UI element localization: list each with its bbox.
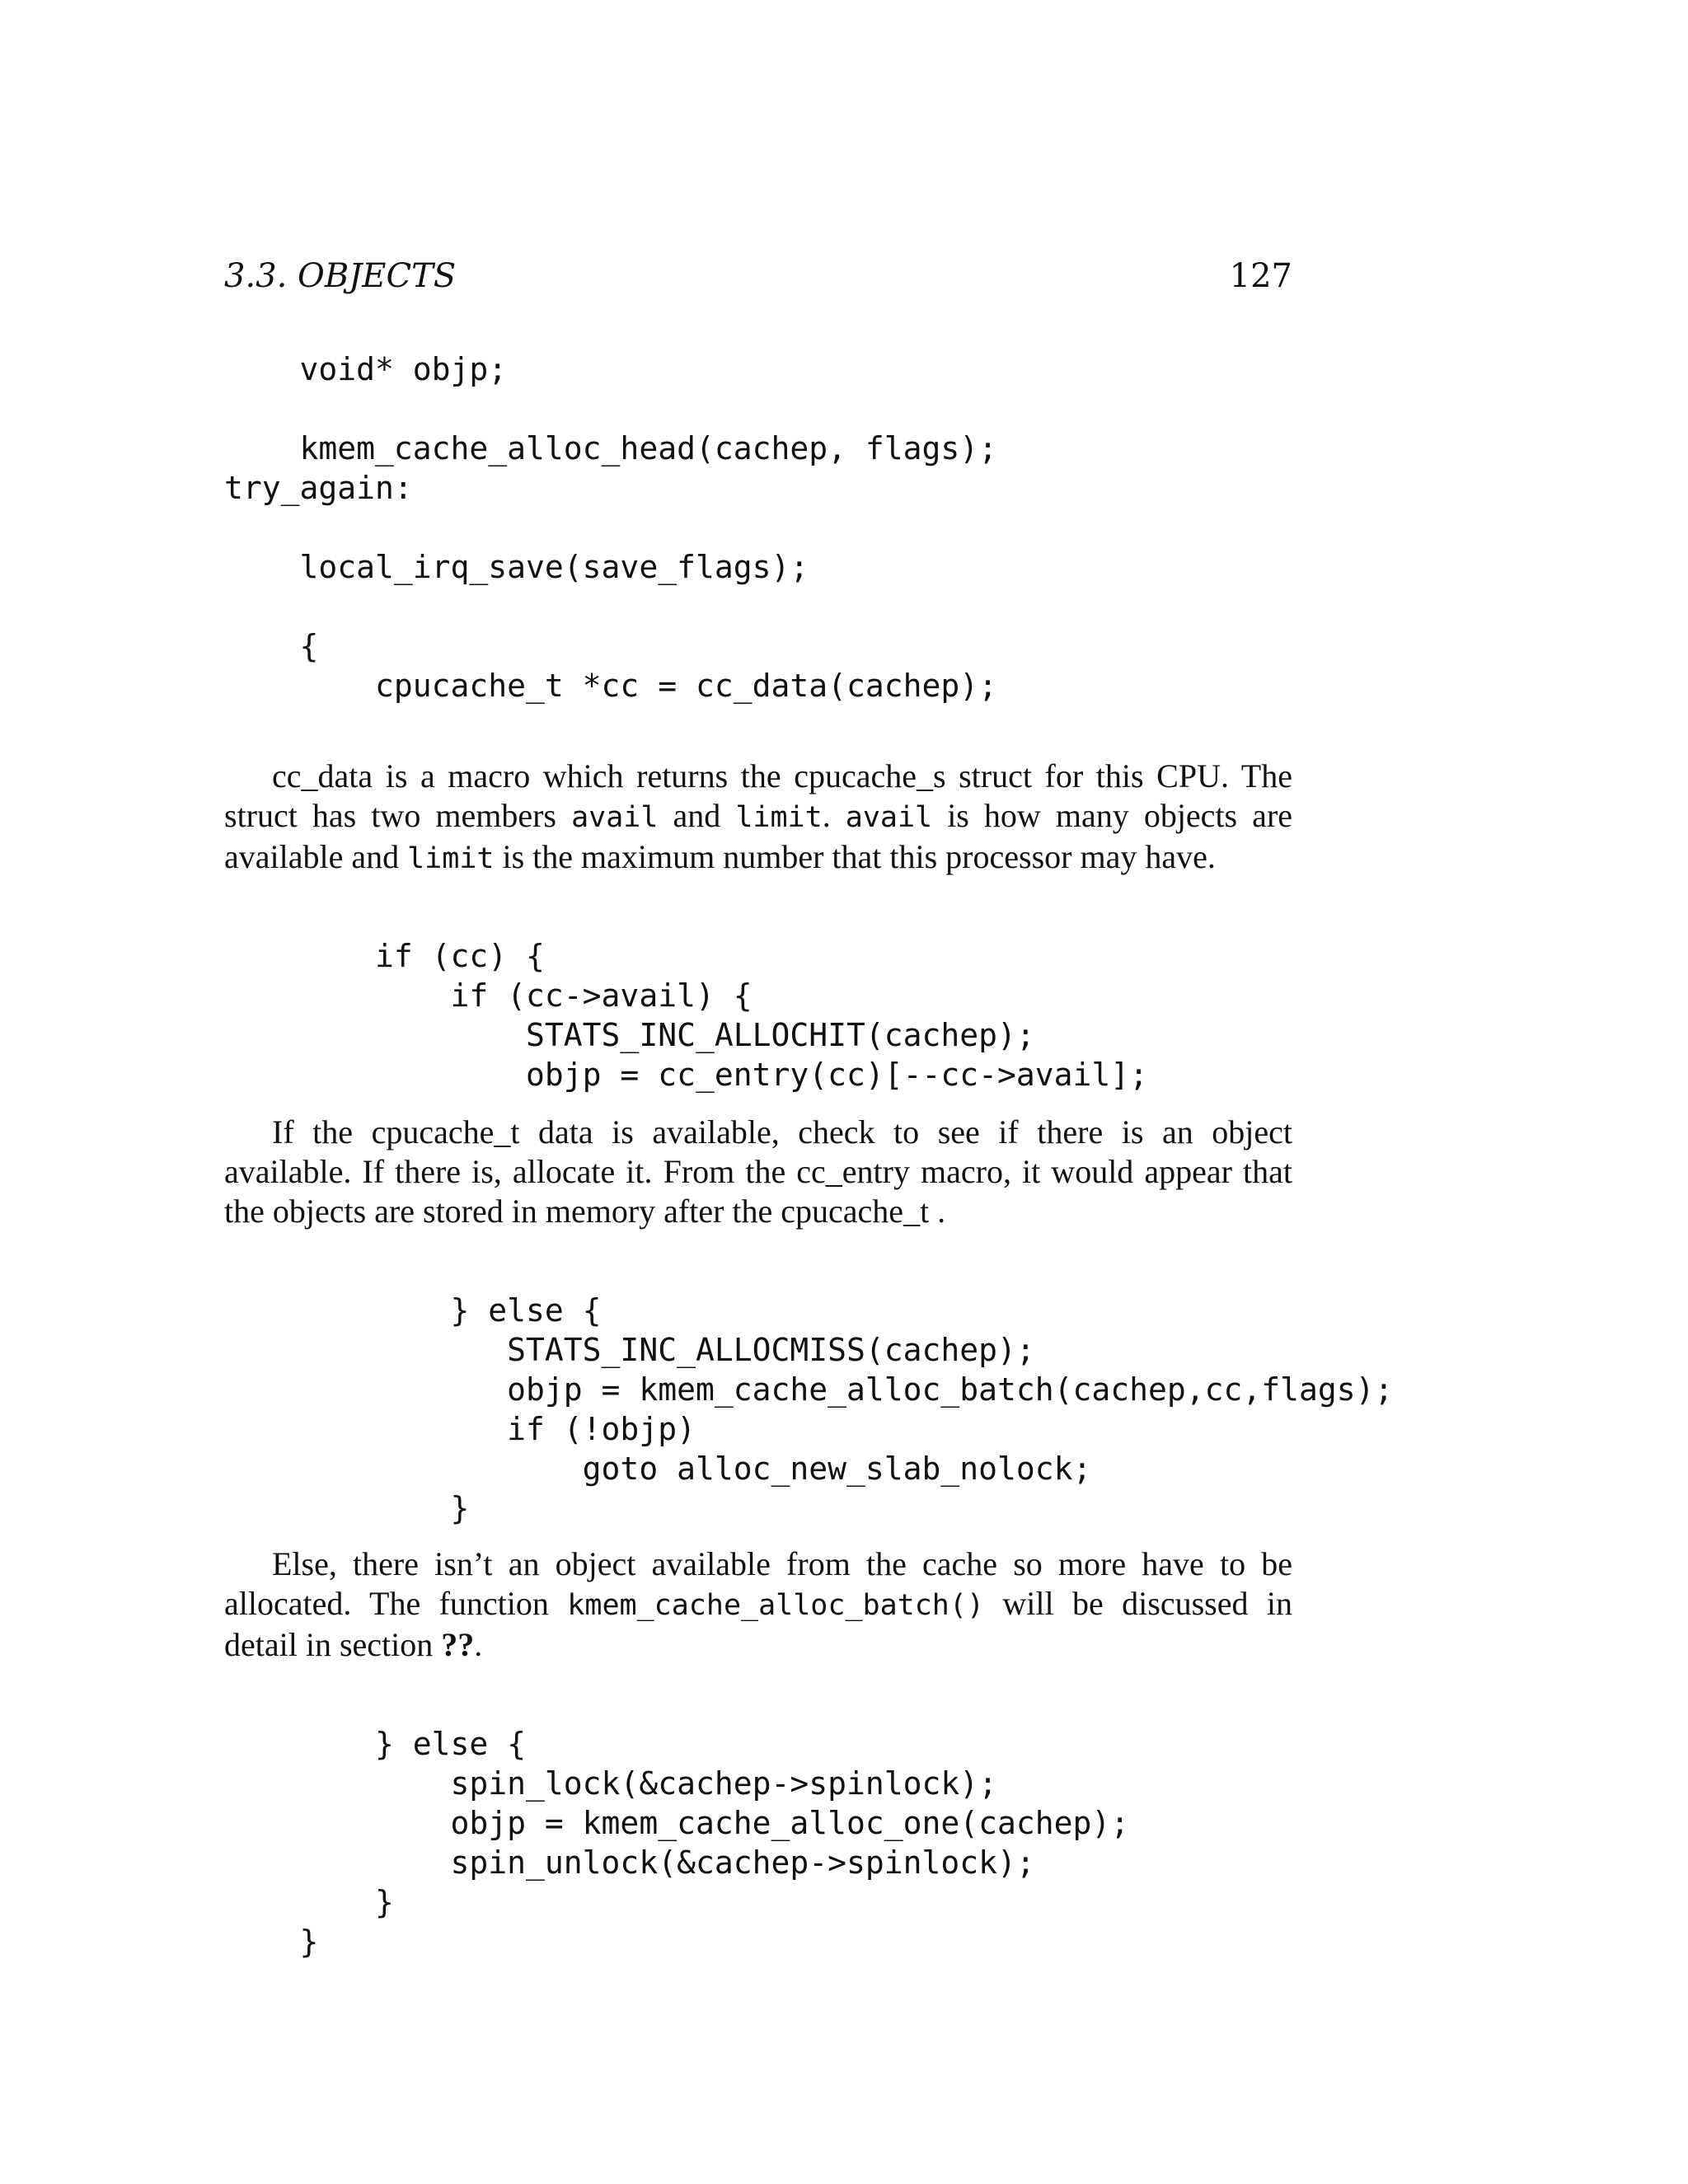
paragraph-text: will be discussed in detail in section bbox=[224, 1585, 1292, 1663]
inline-code-limit: limit bbox=[735, 801, 823, 834]
code-block-spinlock-path: } else { spin_lock(&cachep->spinlock); objp = kmem_cache_alloc_one(cachep); spin_unlock(&cachep->spinlock); } } bbox=[299, 1726, 1130, 1960]
paragraph-text: and bbox=[658, 797, 736, 834]
paragraph-text: . bbox=[822, 797, 846, 834]
inline-code-avail: avail bbox=[571, 801, 659, 834]
running-header bbox=[224, 257, 1292, 307]
code-block-allocation-head: void* objp; kmem_cache_alloc_head(cachep, flags); try_again: local_irq_save(save_flags); { cpucache_t *cc = cc_data(cachep); bbox=[224, 351, 997, 704]
code-block-cache-hit: if (cc) { if (cc->avail) { STATS_INC_ALLOCHIT(cachep); objp = cc_entry(cc)[--cc->avail]; bbox=[375, 938, 1149, 1093]
section-reference: ?? bbox=[441, 1626, 475, 1663]
section-title: 3.3. OBJECTS bbox=[224, 257, 457, 295]
paragraph-text: cc_data is a macro which returns the cpucache_s struct for this CPU. The struct has two members bbox=[224, 757, 1292, 834]
paragraph-text: is how many objects are available and bbox=[224, 797, 1293, 875]
paragraph-cpucache-available: If the cpucache_t data is available, check to see if there is an object available. If there is, allocate it. From the cc_entry macro, it would appear that the objects are stored in memory after the cpucache_t . bbox=[224, 1113, 1292, 1230]
inline-code-limit: limit bbox=[407, 842, 495, 875]
inline-code-alloc-batch: kmem_cache_alloc_batch() bbox=[567, 1589, 985, 1622]
paragraph-text: Else, there isn’t an object available from the cache so more have to be allocated. The function bbox=[224, 1545, 1292, 1622]
paragraph-text: . bbox=[474, 1626, 483, 1663]
page-number: 127 bbox=[1229, 257, 1292, 295]
paragraph-cc-data bbox=[224, 757, 1292, 879]
paragraph-text: is the maximum number that this processor may have. bbox=[494, 838, 1216, 875]
code-block-cache-miss: } else { STATS_INC_ALLOCMISS(cachep); objp = kmem_cache_alloc_batch(cachep,cc,flags); if (!objp) goto alloc_new_slab_nolock; } bbox=[450, 1292, 1394, 1526]
inline-code-avail: avail bbox=[845, 801, 933, 834]
paragraph-alloc-batch bbox=[224, 1544, 1292, 1665]
